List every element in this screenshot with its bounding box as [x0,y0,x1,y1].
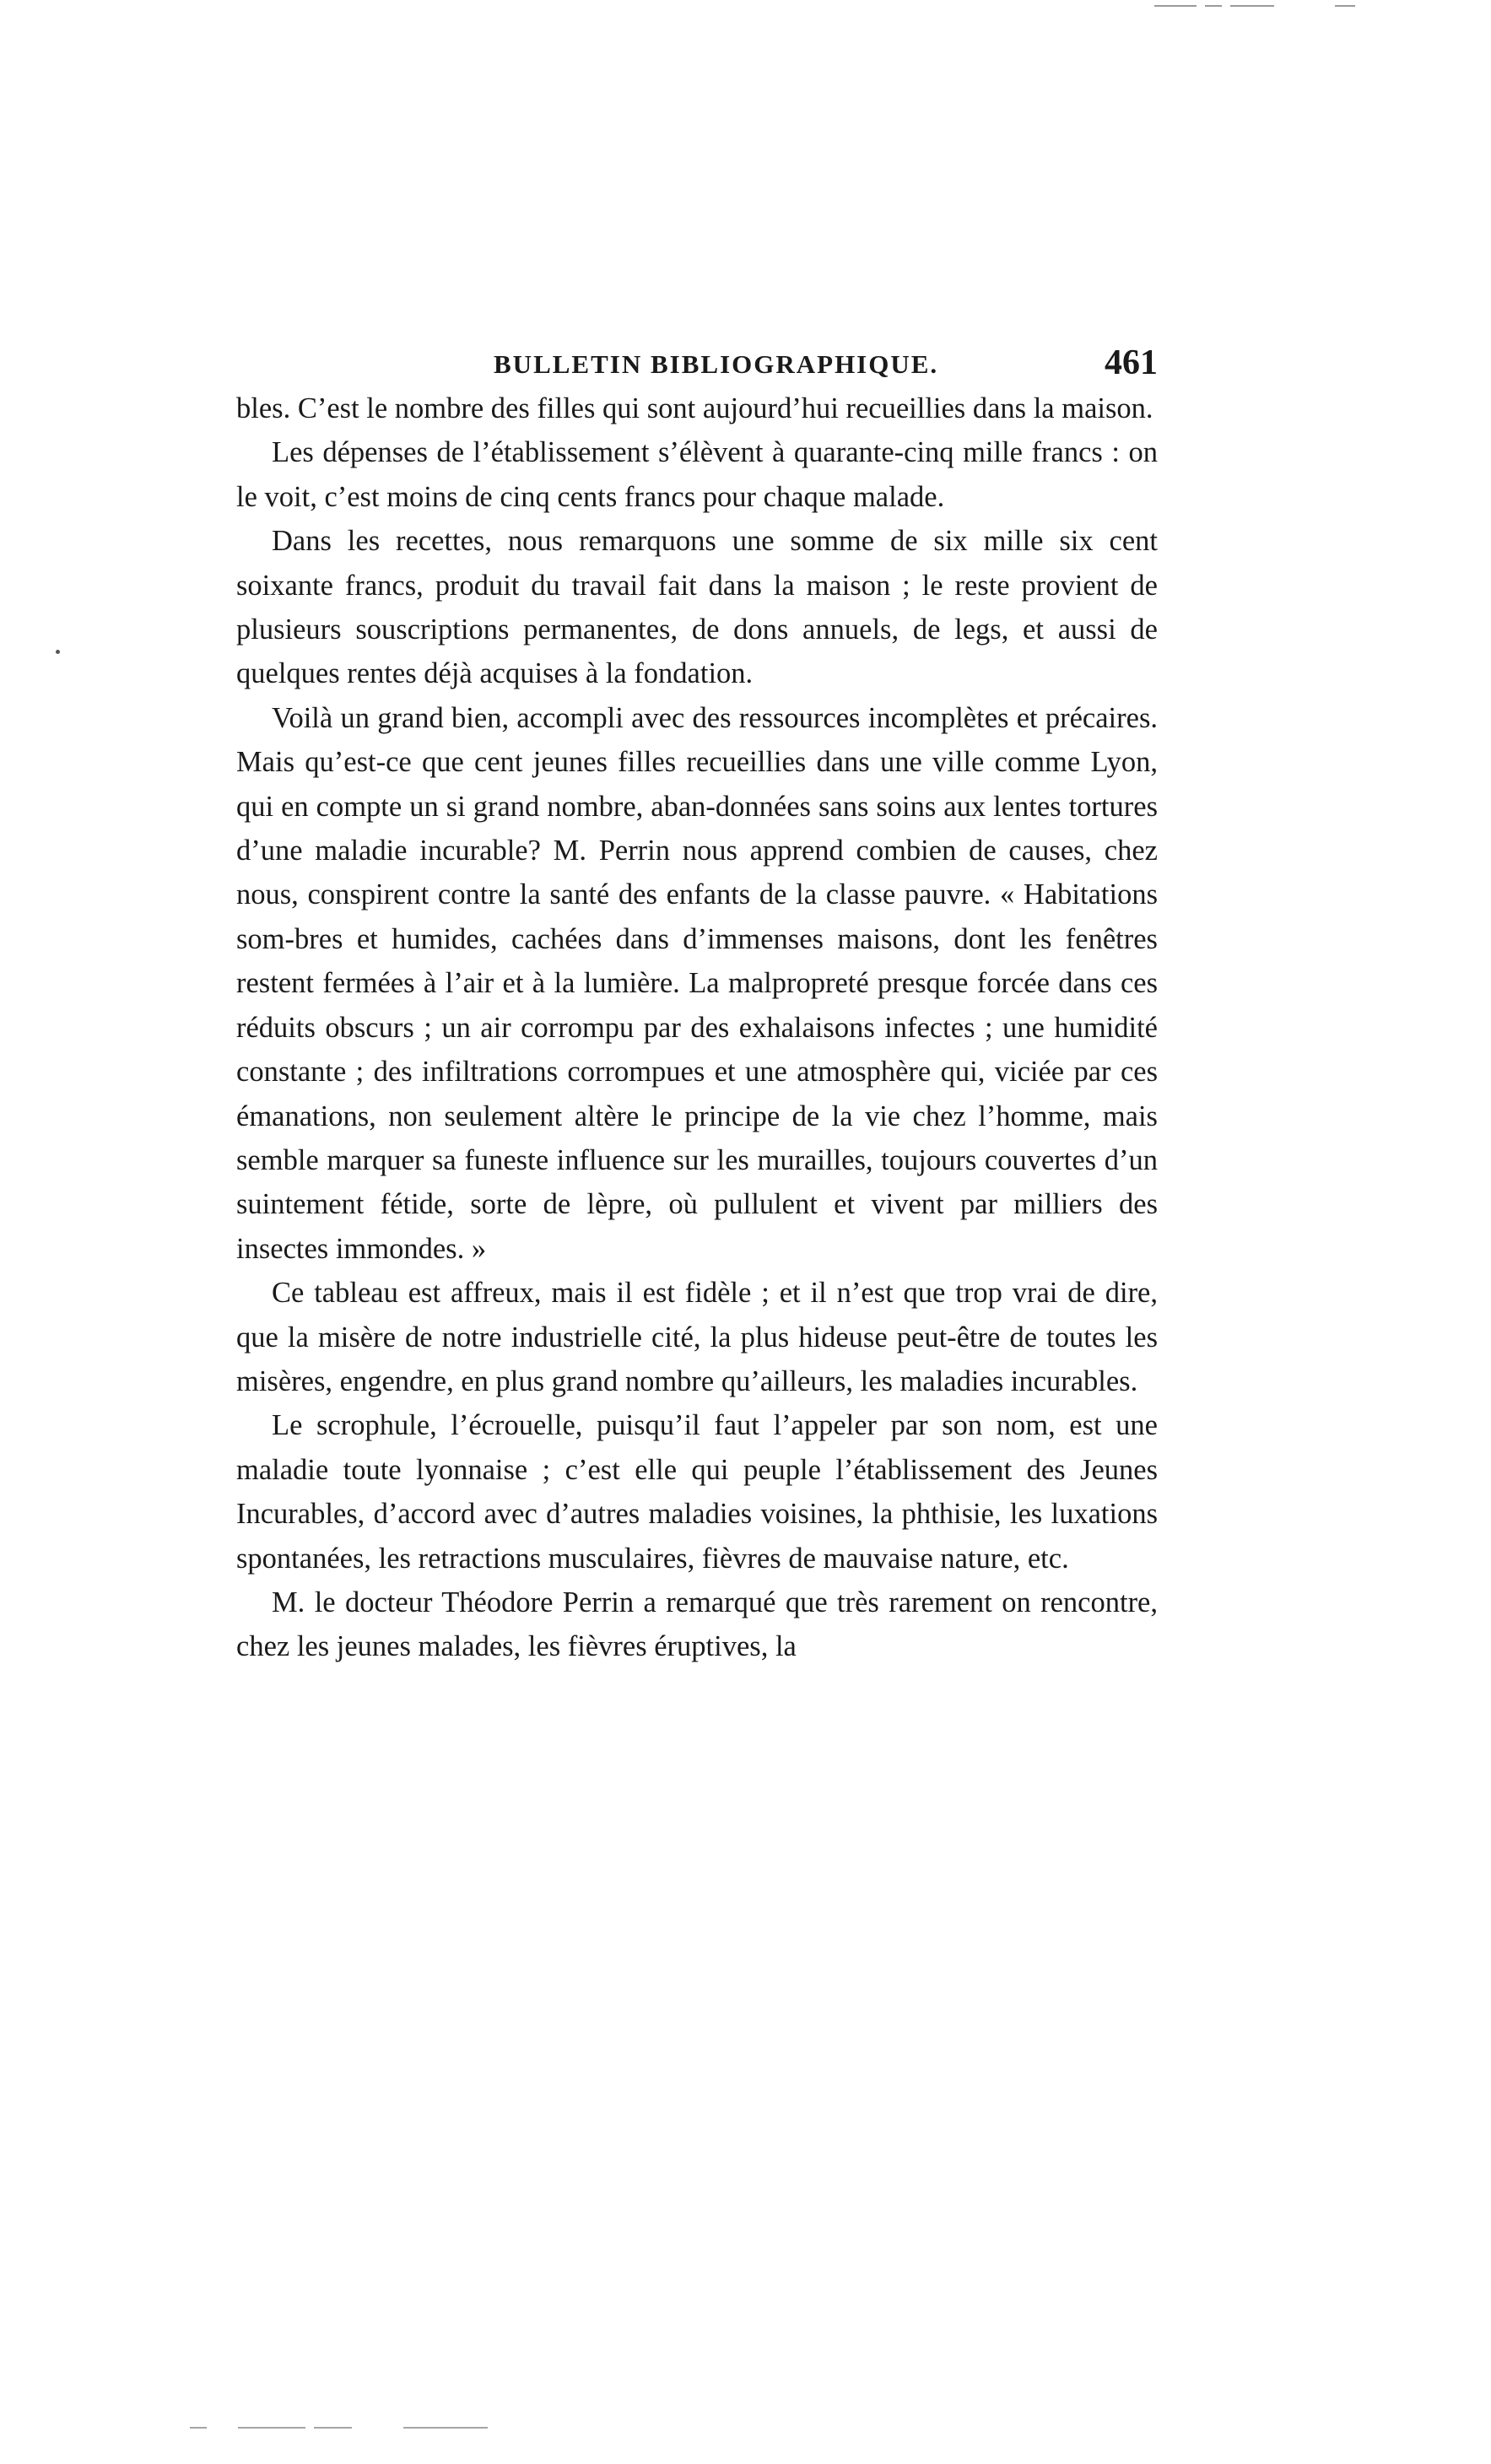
scan-edge-mark [1230,5,1274,7]
scan-edge-mark [238,2427,305,2429]
running-title: BULLETIN BIBLIOGRAPHIQUE. [494,349,939,379]
page-header [236,338,1158,388]
scan-edge-mark [1335,5,1355,7]
paragraph: Dans les recettes, nous remarquons une somme de six mille six cent soixante francs, produit du travail fait dans la maison ; le reste provient de plusieurs souscriptions permanentes, de dons annuels, de legs, et aussi de quelques rentes déjà acquises à la fondation. [236,525,1158,690]
scan-edge-mark [314,2427,352,2429]
page-number: 461 [1105,343,1158,382]
paragraph: Ce tableau est affreux, mais il est fidèle ; et il n’est que trop vrai de dire, que la misère de notre industrielle cité, la plus hideuse peut-être de toutes les misères, engendre, en plus grand nombre qu’ailleurs, les maladies incurables. [236,1277,1158,1397]
paragraph: bles. C’est le nombre des filles qui sont aujourd’hui recueillies dans la maison. [236,392,1153,424]
scan-edge-mark [1154,5,1197,7]
paragraph: Les dépenses de l’établissement s’élèvent à quarante-cinq mille francs : on le voit, c’est moins de cinq cents francs pour chaque malade. [236,436,1158,513]
paragraph: M. le docteur Théodore Perrin a remarqué que très rarement on rencontre, chez les jeunes malades, les fièvres éruptives, la [236,1586,1158,1663]
paragraph: Le scrophule, l’écrouelle, puisqu’il faut l’appeler par son nom, est une maladie toute lyonnaise ; c’est elle qui peuple l’établissement des Jeunes Incurables, d’accord avec d’autres maladies voisines, la phthisie, les luxations spontanées, les retractions musculaires, fièvres de mauvaise nature, etc. [236,1409,1158,1575]
body-text [236,386,1158,1669]
scan-edge-mark [1205,5,1222,7]
scan-edge-mark [403,2427,488,2429]
margin-speck [56,650,60,654]
scan-edge-mark [190,2427,207,2429]
paragraph: Voilà un grand bien, accompli avec des ressources incomplètes et précaires. Mais qu’est-ce que cent jeunes filles recueillies dans une ville comme Lyon, qui en compte un si grand nombre, aban-données sans soins aux lentes tortures d’une maladie incurable? M. Perrin nous apprend combien de causes, chez nous, conspirent contre la santé des enfants de la classe pauvre. « Habitations som-bres et humides, cachées dans d’immenses maisons, dont les fenêtres restent fermées à l’air et à la lumière. La malpropreté presque forcée dans ces réduits obscurs ; un air corrompu par des exhalaisons infectes ; une humidité constante ; des infiltrations corrompues et une atmosphère qui, viciée par ces émanations, non seulement altère le principe de la vie chez l’homme, mais semble marquer sa funeste influence sur les murailles, toujours couvertes d’un suintement fétide, sorte de lèpre, où pullulent et vivent par milliers des insectes immondes. » [236,701,1158,1265]
